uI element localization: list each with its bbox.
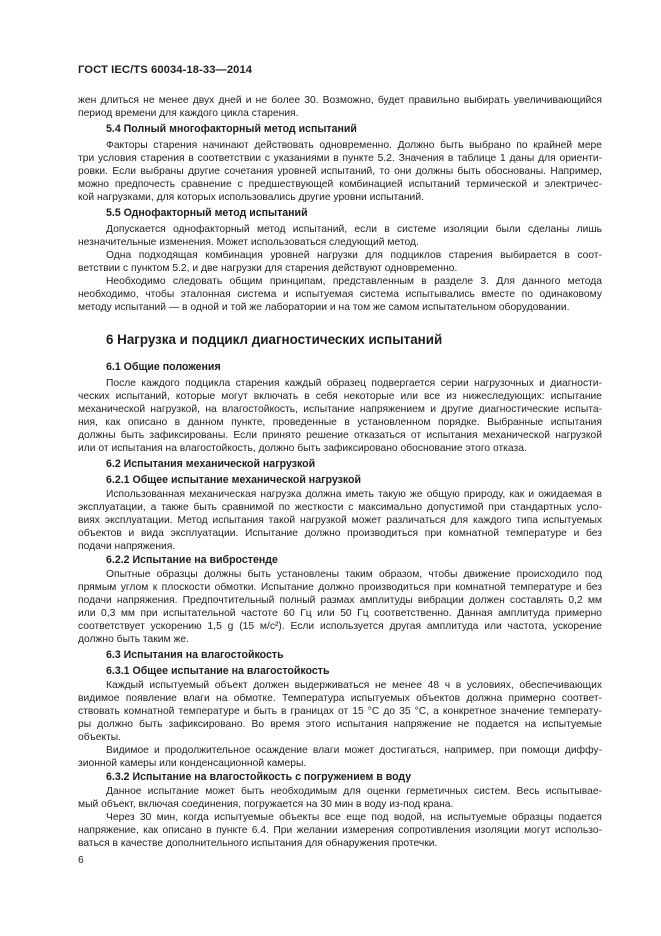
paragraph-line: необходимо, чтобы эталонная система и испытуемая система испытывались вместе по одинаковому xyxy=(78,289,602,300)
paragraph-line: механической нагрузкой, на влагостойкость, испытание напряжением и другие диагностические испыта- xyxy=(78,404,602,415)
subsection-heading: 5.4 Полный многофакторный метод испытаний xyxy=(106,123,357,135)
paragraph-line: Использованная механическая нагрузка должна иметь такую же общую природу, как и ожидаемая в xyxy=(106,489,602,500)
clause-heading: 6.2.1 Общее испытание механической нагрузкой xyxy=(106,474,361,486)
paragraph-line: или от испытания на влагостойкость, должно быть зафиксировано обоснование этого отказа. xyxy=(78,443,527,454)
paragraph-line: Факторы старения начинают действовать одновременно. Должно быть выбрано по крайней мере xyxy=(106,140,602,151)
clause-heading: 6.3.2 Испытание на влагостойкость с погружением в воду xyxy=(106,771,412,783)
paragraph xyxy=(78,568,602,646)
paragraph-line: подачи напряжения. xyxy=(78,541,176,552)
paragraph xyxy=(78,488,602,553)
paragraph-line: можно предпочесть сравнение с предшествующей комбинацией испытаний термической и электричес- xyxy=(78,179,602,190)
paragraph xyxy=(78,94,602,120)
paragraph xyxy=(78,223,602,249)
paragraph-line: ры должно быть зафиксировано. Во время этого испытания напряжение не подается на испытуемые xyxy=(78,719,602,730)
paragraph xyxy=(78,811,602,850)
paragraph-line: должны быть зафиксированы. Если принято решение отказаться от испытания механической нагрузкой xyxy=(78,430,602,441)
paragraph-line: ветствии с пунктом 5.2, и две нагрузки для старения действуют одновременно. xyxy=(78,263,458,274)
paragraph-line: ровки. Если выбраны другие сочетания уровней испытаний, то они должны быть обоснованы. Например, xyxy=(78,166,602,177)
section-heading: 6 Нагрузка и подцикл диагностических испытаний xyxy=(106,332,443,347)
paragraph-line: Видимое и продолжительное осаждение влаги может достигаться, например, при помощи диффу- xyxy=(106,745,602,756)
paragraph-line: подачи напряжения. Предпочтительный полный размах амплитуды вибрации должен составлять 0,2 мм xyxy=(78,595,602,606)
paragraph-line: должно быть таким же. xyxy=(78,634,189,645)
paragraph-line: три условия старения в соответствии с указаниями в пункте 5.2. Значения в таблице 1 даны для ориенти- xyxy=(78,153,602,164)
paragraph-line: ческих испытаний, которые могут включать в себя некоторые или все из нижеследующих: испытание xyxy=(78,391,602,402)
paragraph-line: жен длиться не менее двух дней и не более 30. Возможно, будет правильно выбирать увеличивающийся xyxy=(78,95,602,106)
paragraph-line: видимое появление влаги на обмотке. Температура испытуемых объектов должна примерно соответ- xyxy=(78,693,602,704)
subsection-heading: 6.3 Испытания на влагостойкость xyxy=(106,649,284,661)
paragraph-line: Одна подходящая комбинация уровней нагрузки для подциклов старения выбирается в соот- xyxy=(106,250,602,261)
paragraph-line: Необходимо следовать общим принципам, представленным в разделе 3. Для данного метода xyxy=(106,276,602,287)
paragraph-line: ствовать комнатной температуре и быть в границах от 15 °С до 35 °С, а конкретное значение температу- xyxy=(78,706,602,717)
paragraph-line: зионной камеры или конденсационной камеры. xyxy=(78,758,307,769)
document-page xyxy=(78,64,602,850)
paragraph xyxy=(78,377,602,455)
paragraph-line: объекты. xyxy=(78,732,122,743)
paragraph-line: После каждого подцикла старения каждый образец подвергается серии нагрузочных и диагности- xyxy=(106,378,602,389)
paragraph-line: ния, как описано в данном пункте, проведенные в установленном порядке. Выбранные испытания xyxy=(78,417,602,428)
document-header-id: ГОСТ IEC/TS 60034-18-33—2014 xyxy=(78,64,253,76)
paragraph-line: прямым углом к плоскости обмотки. Испытание должно производиться при комнатной температуре и без xyxy=(78,582,602,593)
subsection-heading: 6.1 Общие положения xyxy=(106,361,221,373)
paragraph xyxy=(78,139,602,204)
paragraph-line: Данное испытание может быть необходимым для оценки герметичных систем. Весь испытывае- xyxy=(106,786,602,797)
paragraph-line: или 0,3 мм при испытательной частоте 60 Гц или 50 Гц соответственно. Данная амплитуда примерно xyxy=(78,608,602,619)
paragraph-line: Допускается однофакторный метод испытаний, если в системе изоляции были сделаны лишь xyxy=(106,224,602,235)
paragraph xyxy=(78,744,602,770)
paragraph-line: ваться в качестве дополнительного испытания для обнаружения протечки. xyxy=(78,838,438,849)
document-body xyxy=(78,94,602,850)
paragraph-line: период времени для каждого цикла старения. xyxy=(78,108,299,119)
paragraph-line: Опытные образцы должны быть установлены таким образом, чтобы движение происходило под xyxy=(106,569,602,580)
page-number: 6 xyxy=(78,855,84,866)
paragraph xyxy=(78,785,602,811)
paragraph-line: напряжение, как описано в пункте 6.4. При желании измерения сопротивления изоляции могут использо- xyxy=(78,825,602,836)
paragraph-line: эксплуатации, а также быть сравнимой по жесткости с максимально допустимой при стандартных усло- xyxy=(78,502,602,513)
paragraph-line: кой нагрузками, для которых использовались другие уровни испытаний. xyxy=(78,192,424,203)
paragraph xyxy=(78,275,602,314)
paragraph-line: Через 30 мин, когда испытуемые объекты все еще под водой, на испытуемые образцы подается xyxy=(106,812,602,823)
paragraph-line: мый объект, включая соединения, погружается на 30 мин в воду из-под крана. xyxy=(78,799,454,810)
paragraph-line: незначительные изменения. Может использоваться следующий метод. xyxy=(78,237,419,248)
clause-heading: 6.2.2 Испытание на вибростенде xyxy=(106,554,278,566)
subsection-heading: 6.2 Испытания механической нагрузкой xyxy=(106,458,316,470)
paragraph xyxy=(78,679,602,744)
paragraph xyxy=(78,249,602,275)
paragraph-line: Каждый испытуемый объект должен выдерживаться не менее 48 ч в условиях, обеспечивающих xyxy=(106,680,602,691)
paragraph-line: методу испытаний — в одной и той же лаборатории и на том же самом испытательном оборудовании. xyxy=(78,302,570,313)
paragraph-line: соответствует ускорению 1,5 g (15 м/с²). Если используется другая амплитуда или частота, ускорение xyxy=(78,621,602,632)
clause-heading: 6.3.1 Общее испытание на влагостойкость xyxy=(106,665,330,677)
subsection-heading: 5.5 Однофакторный метод испытаний xyxy=(106,207,308,219)
paragraph-line: виях эксплуатации. Метод испытания такой нагрузкой может различаться для каждого типа испытуемых xyxy=(78,515,602,526)
paragraph-line: объектов и вида эксплуатации. Испытание должно производиться при комнатной температуре и без xyxy=(78,528,602,539)
